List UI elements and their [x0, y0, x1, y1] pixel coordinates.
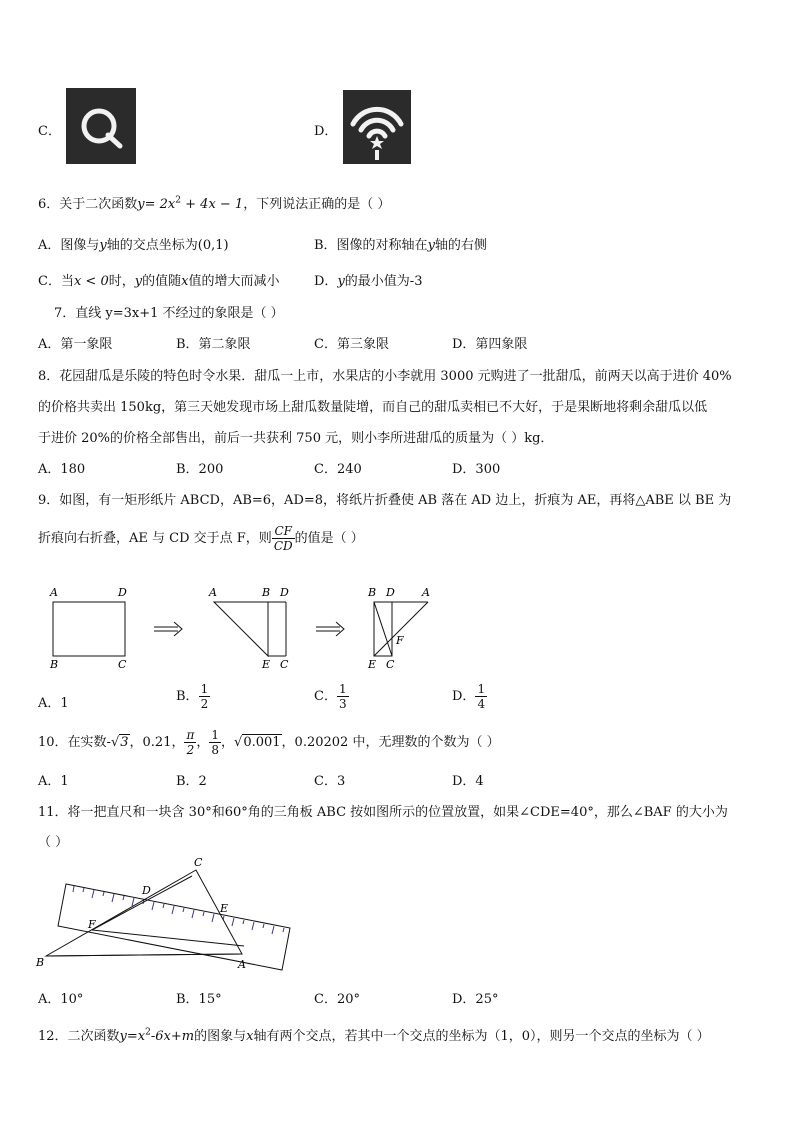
fig2-label-e: E	[262, 658, 271, 671]
q5-option-d-label: D．	[314, 124, 338, 139]
q6-option-b: B．图像的对称轴在y轴的右侧	[314, 238, 487, 253]
q7-option-c: C．第三象限	[314, 337, 389, 352]
fig2-label-d: D	[280, 586, 289, 599]
q6-stem: 6．关于二次函数$y= 2x^2 + 4x - 1$，下列说法正确的是（ ）	[38, 195, 391, 212]
q7-option-b: B．第二象限	[176, 337, 251, 352]
q12-stem: 12．二次函数$y=x^2-6x+m$的图象与x轴有两个交点，若其中一个交点的坐标为（1，0），则另一个交点的坐标为（ ）	[38, 1027, 710, 1044]
search-q-icon	[66, 88, 136, 164]
ruler-ticks	[73, 886, 284, 934]
fig3-label-b: B	[368, 586, 377, 599]
fig2-label-c: C	[280, 658, 289, 671]
q8-option-a: A．180	[38, 462, 86, 477]
q7-option-d: D．第四象限	[452, 337, 528, 352]
arrow-right-icon	[316, 622, 344, 636]
fig-label-d: D	[142, 884, 151, 897]
fig2-label-a: A	[209, 586, 217, 599]
q10-option-c: C．3	[314, 774, 346, 789]
q10-option-d: D．4	[452, 774, 484, 789]
q9-option-b: B． $\frac{1}{2}$	[176, 682, 209, 711]
q9-line-1: 9．如图，有一矩形纸片 ABCD，AB=6，AD=8，将纸片折叠使 AB 落在 AD 边上，折痕为 AE，再将△ABE 以 BE 为	[38, 493, 732, 508]
q6-option-d: D．y的最小值为-3	[314, 274, 423, 289]
q11-option-d: D．25°	[452, 992, 499, 1007]
q6-option-a: A．图像与y轴的交点坐标为(0,1)	[38, 238, 229, 253]
q11-option-c: C．20°	[314, 992, 360, 1007]
fig-label-b: B	[36, 956, 45, 969]
fig-label-a: A	[238, 958, 246, 971]
fig-label-f: F	[88, 918, 96, 931]
fig-label-c: C	[194, 856, 203, 869]
fig3-label-a: A	[422, 586, 430, 599]
q7-stem: 7．直线 y=3x+1 不经过的象限是（ ）	[54, 306, 284, 321]
q8-line-3: 于进价 20%的价格全部售出，前后一共获利 750 元，则小李所进甜瓜的质量为（ ）kg．	[38, 431, 554, 446]
q9-option-c: C． $\frac{1}{3}$	[314, 682, 347, 711]
q8-option-b: B．200	[176, 462, 224, 477]
arrow-right-icon	[154, 622, 182, 636]
q9-figure	[46, 582, 446, 672]
q8-line-2: 的价格共卖出 150kg，第三天她发现市场上甜瓜数量陡增，而自己的甜瓜卖相已不大好，于是果断地将剩余甜瓜以低	[38, 400, 708, 415]
q11-option-b: B．15°	[176, 992, 222, 1007]
wifi-star-icon	[343, 90, 411, 164]
q11-figure	[34, 856, 304, 976]
fig1-label-c: C	[118, 658, 127, 671]
fig3-label-c: C	[386, 658, 395, 671]
fig3-label-e: E	[368, 658, 377, 671]
q6-option-c: C．当x < 0时，y的值随x值的增大而减小	[38, 274, 280, 289]
q11-option-a: A．10°	[38, 992, 84, 1007]
q9-line-2: 折痕向右折叠，AE 与 CD 交于点 F，则 $\frac{CF}{CD}$ 的值是（ ）	[38, 524, 364, 553]
q9-option-d: D． $\frac{1}{4}$	[452, 682, 486, 711]
q10-option-b: B．2	[176, 774, 207, 789]
fig-label-e: E	[220, 902, 229, 915]
q8-option-d: D．300	[452, 462, 501, 477]
fig2-label-b: B	[262, 586, 271, 599]
fig1-label-a: A	[50, 586, 58, 599]
q11-line-1: 11．将一把直尺和一块含 30°和60°角的三角板 ABC 按如图所示的位置放置，如果∠CDE=40°，那么∠BAF 的大小为	[38, 805, 728, 820]
fig3-label-f: F	[396, 634, 404, 647]
fig1-label-d: D	[118, 586, 127, 599]
q11-line-2: （ ）	[38, 835, 69, 850]
q8-line-1: 8．花园甜瓜是乐陵的特色时令水果．甜瓜一上市，水果店的小李就用 3000 元购进了一批甜瓜，前两天以高于进价 40%	[38, 369, 732, 384]
q8-option-c: C．240	[314, 462, 362, 477]
q10-option-a: A．1	[38, 774, 69, 789]
fig3-label-d: D	[386, 586, 395, 599]
q9-option-a: A．1	[38, 696, 69, 711]
fig1-label-b: B	[50, 658, 59, 671]
q5-option-c-label: C．	[38, 124, 61, 139]
q10-stem: 10．在实数-√3，0.21， $\frac{\pi}{2}$ ， $\frac{1}{8}$ ，√0.001，0.20202 中，无理数的个数为（ ）	[38, 728, 500, 757]
q7-option-a: A．第一象限	[38, 337, 113, 352]
